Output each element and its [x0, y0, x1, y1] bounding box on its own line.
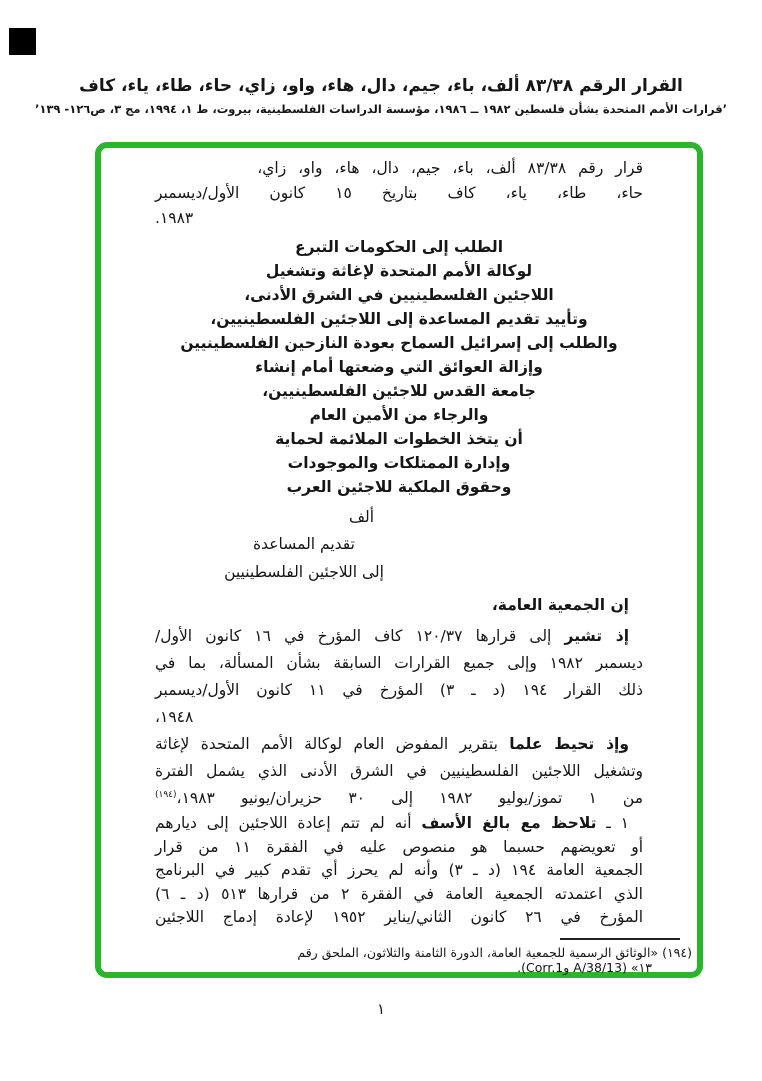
footnote-line	[155, 945, 692, 961]
section-title-line: إلى اللاجئين الفلسطينيين	[224, 563, 384, 581]
resolution-title-block	[155, 235, 643, 499]
preamble-lead: إذ تشير	[564, 627, 630, 645]
footnote-marker: (١٩٤)	[662, 944, 692, 960]
paragraph-line	[155, 785, 643, 812]
intro-line: حاء، طاء، ياء، كاف بتاريخ ١٥ كانون الأول/ديسمبر	[155, 184, 643, 202]
paragraph-text: من ١ تموز/يوليو ١٩٨٢ إلى ٣٠ حزيران/يونيو ١٩٨٣،	[176, 789, 643, 807]
resolution-header-title: القرار الرقم ٨٣/٣٨ ألف، باء، جيم، دال، هاء، واو، زاي، حاء، طاء، ياء، كاف	[79, 76, 683, 96]
title-line: وحقوق الملكية للاجئين العرب	[286, 478, 512, 496]
paragraph-line: المؤرخ في ٢٦ كانون الثاني/يناير ١٩٥٢ لإعادة إدماج اللاجئين	[155, 908, 643, 926]
paragraph-line: ديسمبر ١٩٨٢ وإلى جميع القرارات السابقة بشأن المسألة، بما في	[155, 654, 643, 672]
paragraph-line	[155, 731, 643, 758]
title-line: والطلب إلى إسرائيل السماح بعودة النازحين الفلسطينيين	[180, 334, 618, 352]
intro-line: قرار رقم ٨٣/٣٨ ألف، باء، جيم، دال، هاء، واو، زاي،	[257, 159, 643, 177]
general-assembly-line: إن الجمعية العامة،	[491, 596, 629, 614]
operative-lead: تلاحظ مع بالغ الأسف	[421, 814, 597, 832]
paragraph-line: الذي اعتمدته الجمعية العامة في الفقرة ٢ من قرارها ٥١٣ (د ـ ٦)	[155, 884, 643, 903]
scan-corner-mark	[9, 28, 36, 55]
resolution-green-box	[95, 142, 703, 978]
paragraph-text: أنه لم تتم إعادة اللاجئين إلى ديارهم	[155, 814, 412, 832]
operative-paragraph-1	[155, 812, 643, 930]
preamble-paragraph-recalls	[155, 623, 643, 731]
title-line: اللاجئين الفلسطينيين في الشرق الأدنى،	[244, 286, 554, 304]
title-line: أن يتخذ الخطوات الملائمة لحماية	[275, 430, 523, 448]
title-line: والرجاء من الأمين العام	[309, 406, 489, 424]
paragraph-line	[155, 623, 643, 650]
paragraph-line: ذلك القرار ١٩٤ (د ـ ٣) المؤرخ في ١١ كانون الأول/ديسمبر	[155, 681, 643, 699]
section-title-line: تقديم المساعدة	[253, 535, 355, 553]
paragraph-line	[155, 812, 643, 836]
title-line: جامعة القدس للاجئين الفلسطينيين،	[262, 382, 536, 400]
title-line: وتأييد تقديم المساعدة إلى اللاجئين الفلسطينيين،	[210, 310, 588, 328]
intro-line: ١٩٨٣.	[155, 209, 194, 227]
footnote-separator-rule	[560, 938, 680, 940]
footnote-reference-mark: (١٩٤)	[155, 789, 177, 800]
paragraph-text: بتقرير المفوض العام لوكالة الأمم المتحدة لإغاثة	[155, 735, 498, 753]
title-line: وإدارة الممتلكات والموجودات	[287, 454, 511, 472]
footnote-text: «الوثائق الرسمية للجمعية العامة، الدورة الثامنة والثلاثون، الملحق رقم	[297, 944, 659, 960]
resolution-intro-paragraph	[155, 156, 643, 231]
source-citation: ’قرارات الأمم المتحدة بشأن فلسطين ١٩٨٢ ــ ١٩٨٦، مؤسسة الدراسات الفلسطينية، بيروت، ط ١، ١٩٩٤، مج ٣، ص١٢٦- ١٣٩’	[34, 102, 728, 116]
title-line: لوكالة الأمم المتحدة لإغاثة وتشغيل	[265, 262, 533, 280]
page-number: ١	[376, 1000, 386, 1018]
title-line: الطلب إلى الحكومات التبرع	[294, 238, 504, 256]
paragraph-line: وتشغيل اللاجئين الفلسطينيين في الشرق الأدنى الذي يشمل الفترة	[155, 762, 643, 780]
paragraph-line: ١٩٤٨،	[155, 708, 194, 726]
footnote-line: ١٣» (A/38/13 وCorr.1).	[517, 960, 652, 975]
footnote	[155, 945, 692, 976]
paragraph-line: الجمعية العامة ١٩٤ (د ـ ٣) وأنه لم يحرز أي تقدم كبير في البرنامج	[155, 861, 643, 879]
preamble-paragraph-notes	[155, 731, 643, 812]
document-header	[0, 76, 762, 116]
paragraph-text: إلى قرارها ١٢٠/٣٧ كاف المؤرخ في ١٦ كانون الأول/	[155, 627, 552, 645]
paragraph-number: ١ ـ	[606, 814, 629, 832]
preamble-lead: وإذ تحيط علما	[509, 735, 629, 753]
paragraph-line: أو تعويضهم حسبما هو منصوص عليه في الفقرة ١١ من قرار	[155, 837, 643, 856]
title-line: وإزالة العوائق التي وضعتها أمام إنشاء	[255, 358, 543, 376]
section-letter: ألف	[348, 508, 375, 526]
